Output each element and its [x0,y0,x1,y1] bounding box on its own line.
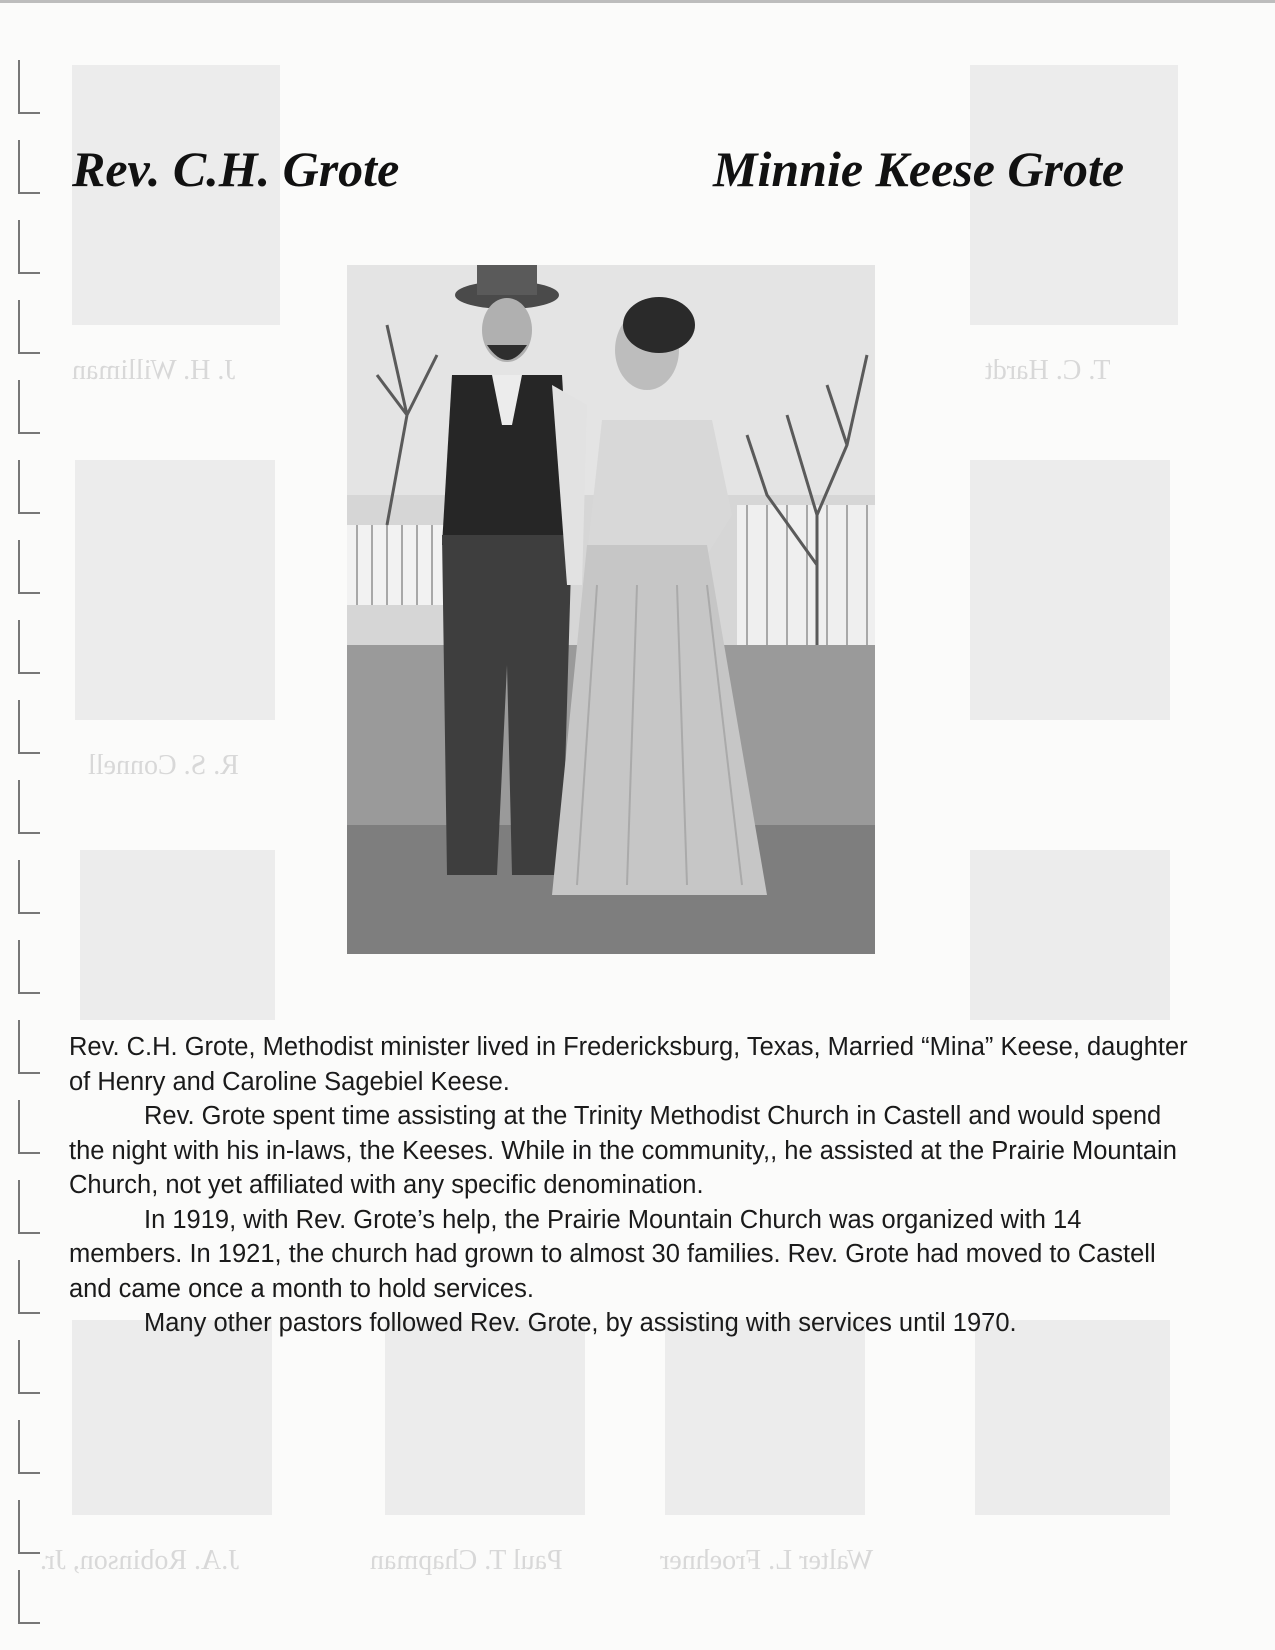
bleed-through-portrait [385,1320,585,1515]
binding-mark [18,1340,40,1394]
binding-mark [18,380,40,434]
binding-mark [18,140,40,194]
bleed-through-portrait [970,460,1170,720]
binding-mark [18,700,40,754]
bleed-through-caption: R. S. Connell [88,750,239,781]
binding-mark [18,1180,40,1234]
bleed-through-portrait [665,1320,865,1515]
heading-minnie-keese-grote: Minnie Keese Grote [713,141,1125,197]
binding-mark [18,300,40,354]
binding-mark [18,940,40,994]
binding-mark [18,220,40,274]
biography-paragraph: Rev. Grote spent time assisting at the Trinity Methodist Church in Castell and would spend the night with his in-laws, the Keeses. While in the community,, he assisted at the Prairie Mountain Church, not yet affiliated with any specific denomination. [69,1102,1177,1199]
binding-mark [18,1570,40,1624]
bleed-through-caption: Walter L. Froehner [660,1545,874,1576]
binding-mark [18,1260,40,1314]
biography-paragraph: In 1919, with Rev. Grote’s help, the Prairie Mountain Church was organized with 14 members. In 1921, the church had grown to almost 30 families. Rev. Grote had moved to Castell and came once a month to hold services. [69,1205,1156,1303]
binding-mark [18,860,40,914]
bleed-through-portrait [75,460,275,720]
bleed-through-caption: J.A. Robinson, Jr. [40,1545,240,1576]
binding-mark [18,620,40,674]
biography-paragraph: Rev. C.H. Grote, Methodist minister lived in Fredericksburg, Texas, Married “Mina” Keese, daughter of Henry and Caroline Sagebiel Keese. [69,1033,1188,1096]
couple-photograph [347,265,875,954]
biography-paragraph: Many other pastors followed Rev. Grote, by assisting with services until 1970. [144,1309,1017,1337]
bleed-through-caption: J. H. Williman [72,355,236,386]
binding-mark [18,1100,40,1154]
binding-mark [18,780,40,834]
comb-binding [18,40,46,1620]
bleed-through-caption: Paul T. Chapman [370,1545,563,1576]
binding-mark [18,460,40,514]
photograph-icon [347,265,875,954]
bleed-through-portrait [72,1320,272,1515]
bleed-through-portrait [975,1320,1170,1515]
binding-mark [18,1020,40,1074]
bleed-through-caption: T. C. Hardt [985,355,1111,386]
binding-mark [18,1420,40,1474]
binding-mark [18,60,40,114]
binding-mark [18,1500,40,1554]
page-edge [0,0,1275,3]
binding-mark [18,540,40,594]
heading-rev-grote: Rev. C.H. Grote [72,141,400,197]
bleed-through-portrait [80,850,275,1020]
biography-text [69,1030,1189,1341]
bleed-through-portrait [970,850,1170,1020]
